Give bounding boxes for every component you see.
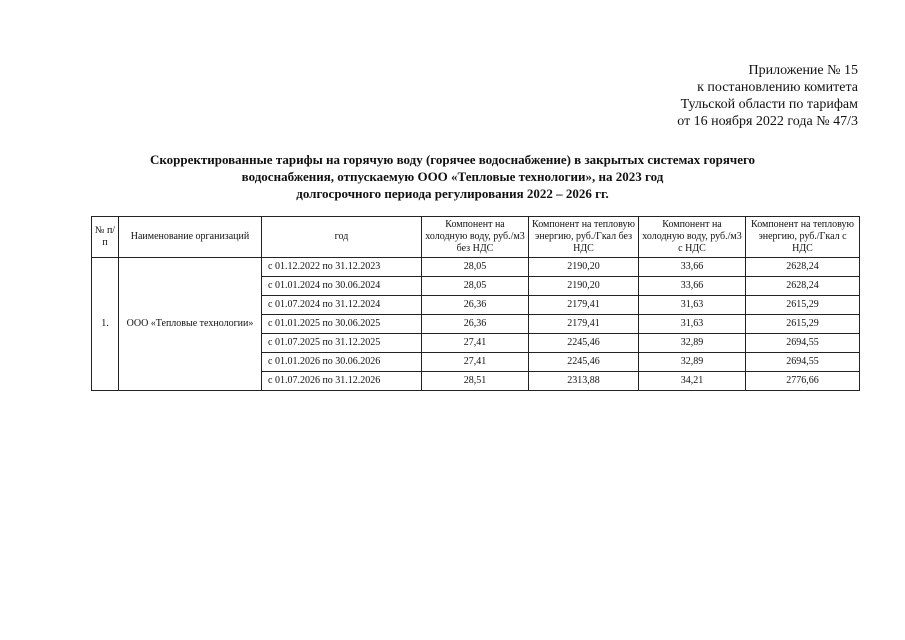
header-cold-water-no-vat: Компонент на холодную воду, руб./м3 без НДС [422,217,529,258]
title-line-2: водоснабжения, отпускаемую ООО «Тепловые технологии», на 2023 год [241,169,664,184]
header-org: Наименование организаций [119,217,262,258]
appendix-date: от 16 ноября 2022 года № 47/3 [677,114,858,129]
appendix-block [677,62,858,130]
appendix-line-3: Тульской области по тарифам [680,97,858,112]
cold-water-vat-cell: 33,66 [639,258,746,277]
heat-no-vat-cell: 2245,46 [529,334,639,353]
heat-vat-cell: 2628,24 [746,277,860,296]
header-heat-vat: Компонент на тепловую энергию, руб./Гкал с НДС [746,217,860,258]
heat-vat-cell: 2694,55 [746,334,860,353]
cold-water-vat-cell: 33,66 [639,277,746,296]
organization-name: ООО «Тепловые технологии» [119,258,262,391]
cold-water-vat-cell: 34,21 [639,372,746,391]
header-heat-no-vat: Компонент на тепловую энергию, руб./Гкал без НДС [529,217,639,258]
cold-water-vat-cell: 31,63 [639,296,746,315]
tariff-table [91,216,860,391]
cold-water-no-vat-cell: 26,36 [422,296,529,315]
heat-vat-cell: 2776,66 [746,372,860,391]
heat-no-vat-cell: 2179,41 [529,315,639,334]
heat-no-vat-cell: 2179,41 [529,296,639,315]
header-num: № п/п [92,217,119,258]
table-row [92,258,860,277]
heat-vat-cell: 2694,55 [746,353,860,372]
period-cell: с 01.01.2024 по 30.06.2024 [262,277,422,296]
cold-water-vat-cell: 31,63 [639,315,746,334]
appendix-number: Приложение № 15 [748,63,858,78]
heat-vat-cell: 2615,29 [746,296,860,315]
period-cell: с 01.07.2026 по 31.12.2026 [262,372,422,391]
title-line-3: долгосрочного периода регулирования 2022 – 2026 гг. [296,186,609,201]
cold-water-no-vat-cell: 28,51 [422,372,529,391]
heat-vat-cell: 2628,24 [746,258,860,277]
header-year: год [262,217,422,258]
cold-water-vat-cell: 32,89 [639,334,746,353]
period-cell: с 01.07.2024 по 31.12.2024 [262,296,422,315]
heat-no-vat-cell: 2313,88 [529,372,639,391]
cold-water-no-vat-cell: 27,41 [422,353,529,372]
cold-water-no-vat-cell: 26,36 [422,315,529,334]
period-cell: с 01.01.2026 по 30.06.2026 [262,353,422,372]
cold-water-vat-cell: 32,89 [639,353,746,372]
document-title [60,151,845,202]
heat-no-vat-cell: 2190,20 [529,258,639,277]
heat-no-vat-cell: 2190,20 [529,277,639,296]
header-cold-water-vat: Компонент на холодную воду, руб./м3 с НДС [639,217,746,258]
table-header-row [92,217,860,258]
cold-water-no-vat-cell: 27,41 [422,334,529,353]
cold-water-no-vat-cell: 28,05 [422,258,529,277]
period-cell: с 01.07.2025 по 31.12.2025 [262,334,422,353]
heat-no-vat-cell: 2245,46 [529,353,639,372]
title-line-1: Скорректированные тарифы на горячую воду (горячее водоснабжение) в закрытых системах горячего [149,152,756,167]
heat-vat-cell: 2615,29 [746,315,860,334]
cold-water-no-vat-cell: 28,05 [422,277,529,296]
period-cell: с 01.12.2022 по 31.12.2023 [262,258,422,277]
row-number: 1. [92,258,119,391]
period-cell: с 01.01.2025 по 30.06.2025 [262,315,422,334]
appendix-line-2: к постановлению комитета [697,80,858,95]
